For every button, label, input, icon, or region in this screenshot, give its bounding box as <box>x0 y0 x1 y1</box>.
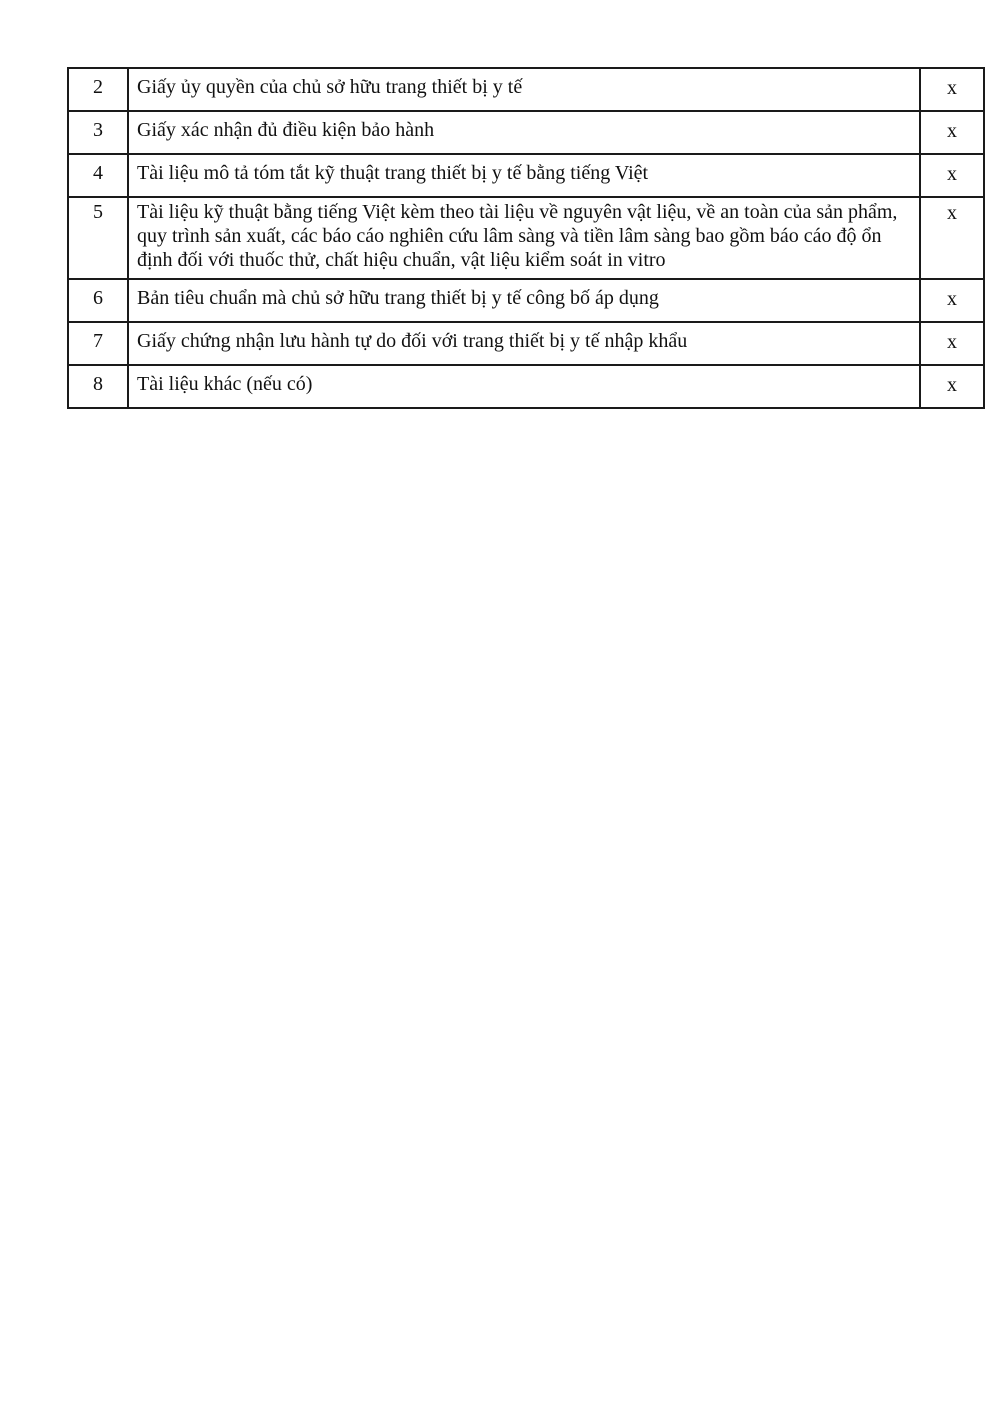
row-number: 4 <box>68 154 128 197</box>
row-description: Giấy chứng nhận lưu hành tự do đối với trang thiết bị y tế nhập khẩu <box>128 322 920 365</box>
table-row <box>68 279 984 322</box>
row-description: Giấy xác nhận đủ điều kiện bảo hành <box>128 111 920 154</box>
row-description: Tài liệu mô tả tóm tắt kỹ thuật trang thiết bị y tế bằng tiếng Việt <box>128 154 920 197</box>
row-mark: x <box>920 111 984 154</box>
table-row <box>68 154 984 197</box>
document-table <box>67 67 985 409</box>
row-number: 8 <box>68 365 128 408</box>
row-mark: x <box>920 68 984 111</box>
row-number: 3 <box>68 111 128 154</box>
row-mark: x <box>920 279 984 322</box>
table-row <box>68 197 984 279</box>
row-description: Bản tiêu chuẩn mà chủ sở hữu trang thiết bị y tế công bố áp dụng <box>128 279 920 322</box>
row-description: Tài liệu kỹ thuật bằng tiếng Việt kèm theo tài liệu về nguyên vật liệu, về an toàn của sản phẩm, quy trình sản xuất, các báo cáo nghiên cứu lâm sàng và tiền lâm sàng bao gồm báo cáo độ ổn định đối với thuốc thử, chất hiệu chuẩn, vật liệu kiểm soát in vitro <box>128 197 920 279</box>
row-number: 6 <box>68 279 128 322</box>
table-row <box>68 68 984 111</box>
row-number: 7 <box>68 322 128 365</box>
table-row <box>68 322 984 365</box>
table-row <box>68 111 984 154</box>
row-mark: x <box>920 322 984 365</box>
row-description: Tài liệu khác (nếu có) <box>128 365 920 408</box>
table-row <box>68 365 984 408</box>
row-mark: x <box>920 154 984 197</box>
row-mark: x <box>920 197 984 279</box>
row-number: 2 <box>68 68 128 111</box>
row-description: Giấy ủy quyền của chủ sở hữu trang thiết bị y tế <box>128 68 920 111</box>
row-mark: x <box>920 365 984 408</box>
row-number: 5 <box>68 197 128 279</box>
